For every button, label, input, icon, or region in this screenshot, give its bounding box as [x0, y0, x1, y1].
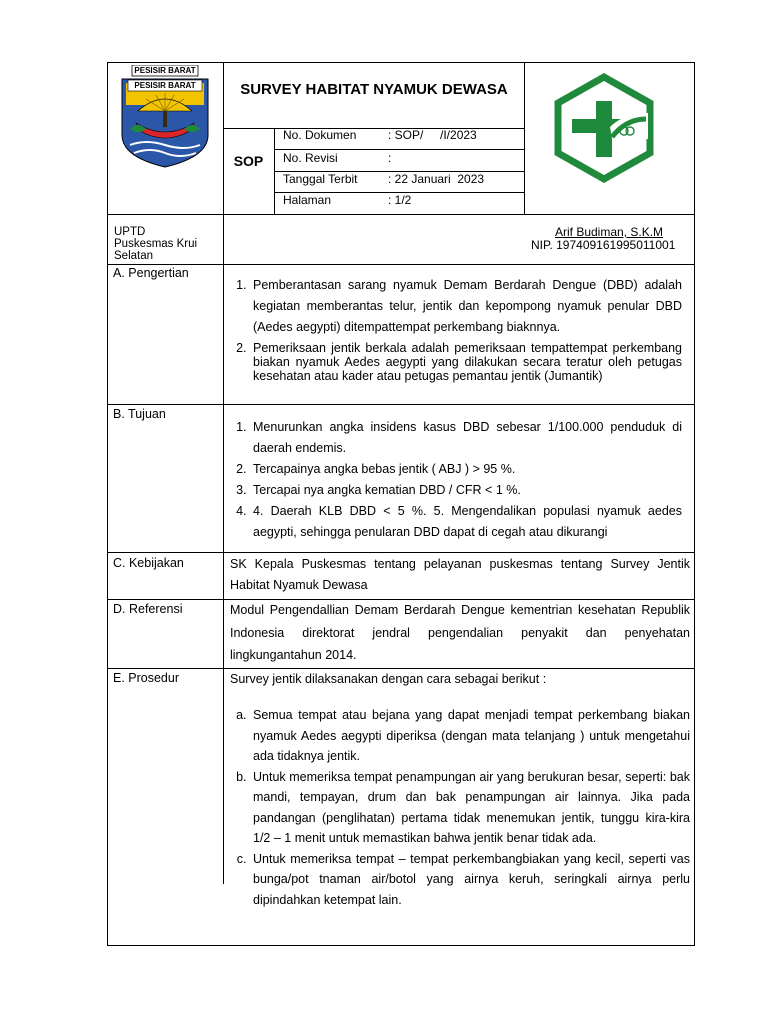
list-item: a. Semua tempat atau bejana yang dapat menjadi tempat perkembang biakan nyamuk Aedes aegypti diperiksa (dengan mata telanjang ) untuk mengetahui ada tidaknya jentik. — [250, 705, 690, 767]
meta-value: : SOP/ /I/2023 — [388, 128, 477, 142]
meta-label: No. Revisi — [283, 151, 338, 165]
signer-name: Arif Budiman, S.K.M — [555, 225, 664, 239]
section-content-pengertian — [230, 275, 682, 383]
row-divider — [108, 404, 694, 405]
list-item: 4. 4. Daerah KLB DBD < 5 %. 5. Mengendalikan populasi nyamuk aedes aegypti, sehingga penularan DBD dapat di cegah atau dikurangi — [250, 501, 682, 543]
document-title: SURVEY HABITAT NYAMUK DEWASA — [240, 81, 508, 98]
section-content-kebijakan: SK Kepala Puskesmas tentang pelayanan puskesmas tentang Survey Jentik Habitat Nyamuk Dewasa — [230, 557, 690, 592]
row-divider — [108, 552, 694, 553]
list-item: 2. Tercapainya angka bebas jentik ( ABJ ) > 95 %. — [250, 459, 682, 480]
meta-row-divider — [274, 149, 524, 150]
list-item: b. Untuk memeriksa tempat penampungan air yang berukuran besar, seperti: bak mandi, tempayan, drum dan bak penampungan air lainnya. Jika pada pandangan (penglihatan) pertama tidak menemukan jentik, tunggu kira-kira 1/2 – 1 menit untuk memastikan bahwa jentik benar tidak ada. — [250, 767, 690, 849]
signer-nip: NIP. 197409161995011001 — [531, 238, 676, 252]
puskesmas-logo — [552, 73, 656, 183]
title-divider — [223, 128, 524, 129]
sop-document — [107, 62, 695, 946]
section-content-prosedur — [230, 705, 690, 910]
section-label-kebijakan: C. Kebijakan — [113, 556, 184, 570]
meta-value: : — [388, 151, 392, 165]
meta-label: Halaman — [283, 193, 332, 207]
list-item: 1. Menurunkan angka insidens kasus DBD sebesar 1/100.000 penduduk di daerah endemis. — [250, 417, 682, 459]
row-divider — [108, 214, 694, 215]
section-label-prosedur: E. Prosedur — [113, 671, 180, 685]
row-divider — [108, 264, 694, 265]
meta-label: No. Dokumen — [283, 128, 357, 142]
logo-banner-text: PESISIR BARAT — [134, 66, 196, 75]
section-label-tujuan: B. Tujuan — [113, 407, 166, 421]
meta-value: : 1/2 — [388, 193, 412, 207]
list-item: 1. Pemberantasan sarang nyamuk Demam Berdarah Dengue (DBD) adalah kegiatan memberantas telur, jentik dan kepompong nyamuk penular DBD (Aedes aegypti) ditempattempat perkembang biaknnya. — [250, 275, 682, 338]
logo-sub-text: PESISIR BARAT — [134, 81, 196, 90]
section-label-pengertian: A. Pengertian — [113, 266, 189, 280]
section-label-referensi: D. Referensi — [113, 602, 183, 616]
regency-logo — [116, 65, 214, 169]
sop-label: SOP — [233, 153, 264, 169]
list-item: c. Untuk memeriksa tempat – tempat perkembangbiakan yang kecil, seperti vas bunga/pot tnaman air/botol yang airnya keruh, seringkali airnya perlu dipindahkan ketempat lain. — [250, 849, 690, 911]
section-content-tujuan — [230, 417, 682, 543]
column-divider-right — [524, 63, 525, 214]
prosedur-intro: Survey jentik dilaksanakan dengan cara sebagai berikut : — [230, 672, 547, 686]
section-content-referensi: Modul Pengendallian Demam Berdarah Dengue kementrian kesehatan Republik Indonesia direktorat jendral pengendalian penyakit dan penyehatan lingkungantahun 2014. — [230, 603, 690, 662]
column-divider-left — [223, 63, 224, 884]
list-item: 3. Tercapai nya angka kematian DBD / CFR < 1 %. — [250, 480, 682, 501]
meta-value: : 22 Januari 2023 — [388, 172, 485, 186]
organization-name: UPTD Puskesmas Krui Selatan — [114, 226, 198, 262]
meta-label: Tanggal Terbit — [283, 172, 358, 186]
list-item: 2. Pemeriksaan jentik berkala adalah pemeriksaan tempattempat perkembang biakan nyamuk Aedes aegypti yang dilakukan secara teratur oleh petugas kesehatan atau kader atau petugas pemantau jentik (Jumantik) — [250, 341, 682, 383]
